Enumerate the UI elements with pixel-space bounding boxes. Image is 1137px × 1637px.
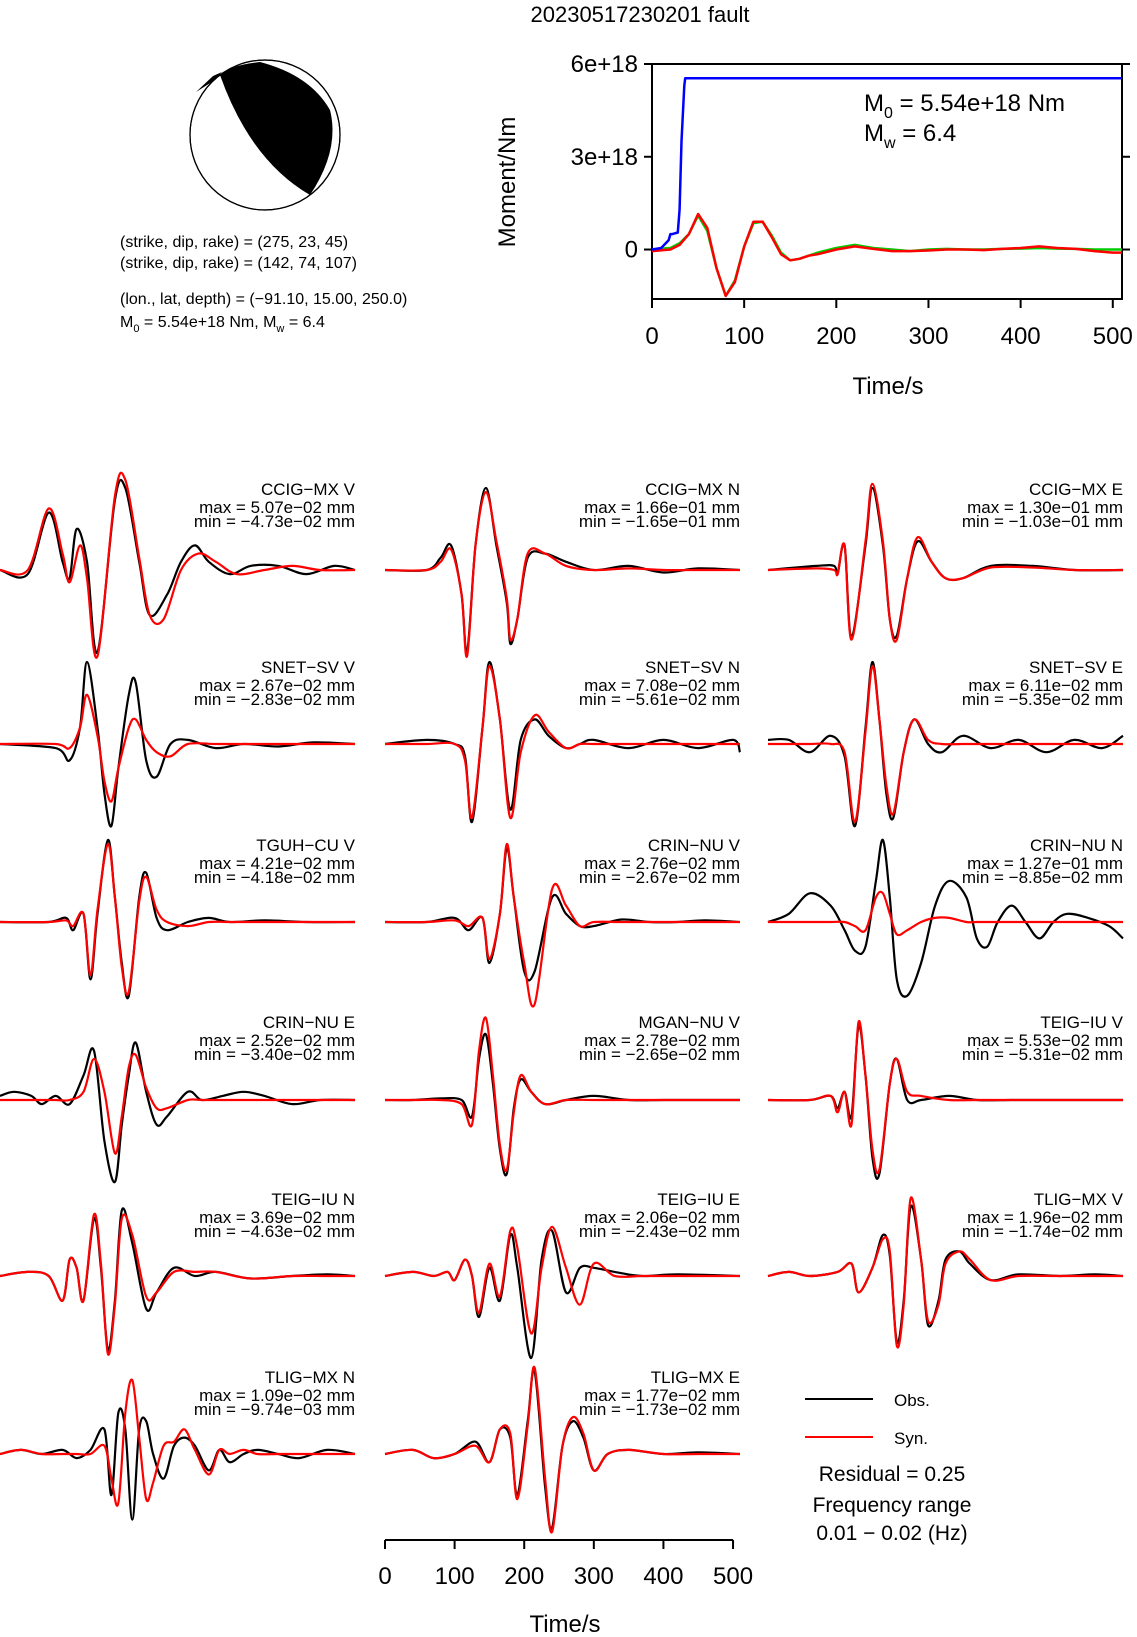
station-max: max = 1.30e−01 mm	[967, 498, 1123, 517]
moment-series-2	[652, 214, 1122, 296]
axis-tick-label: 0	[378, 1563, 392, 1590]
moment-chart	[494, 51, 1133, 400]
station-max: max = 7.08e−02 mm	[584, 676, 740, 695]
axis-tick-label: 300	[573, 1563, 614, 1590]
station-min: min = −1.73e−02 mm	[578, 1400, 740, 1419]
station-min: min = −4.73e−02 mm	[193, 512, 355, 531]
moment-xtick-label: 0	[645, 323, 659, 350]
moment-ylabel: Moment/Nm	[494, 116, 521, 248]
station-min: min = −9.74e−03 mm	[193, 1400, 355, 1419]
waveform-panel	[385, 836, 741, 1007]
station-max: max = 5.07e−02 mm	[199, 498, 355, 517]
station-max: max = 6.11e−02 mm	[968, 676, 1123, 695]
location: (lon., lat, depth) = (−91.10, 15.00, 250.0)	[120, 291, 408, 308]
moment-xtick-label: 100	[724, 323, 765, 350]
station-max: max = 1.09e−02 mm	[199, 1386, 355, 1405]
beachball	[190, 60, 340, 210]
station-max: max = 1.66e−01 mm	[584, 498, 740, 517]
station-name: CCIG−MX N	[645, 480, 740, 499]
plane-1: (strike, dip, rake) = (275, 23, 45)	[120, 234, 349, 251]
station-name: TEIG−IU N	[271, 1190, 355, 1209]
station-min: min = −8.85e−02 mm	[961, 868, 1123, 887]
station-max: max = 4.21e−02 mm	[199, 854, 355, 873]
station-max: max = 2.06e−02 mm	[584, 1208, 740, 1227]
waveform-panel	[385, 658, 740, 822]
mechanism-text	[120, 234, 407, 335]
axis-tick-label: 100	[434, 1563, 475, 1590]
axis-tick-label: 200	[504, 1563, 545, 1590]
residual: Residual = 0.25	[818, 1463, 966, 1486]
station-min: min = −2.67e−02 mm	[578, 868, 740, 887]
station-min: min = −2.65e−02 mm	[578, 1045, 740, 1064]
station-min: min = −2.83e−02 mm	[193, 690, 355, 709]
frequency-title: Frequency range	[812, 1494, 972, 1517]
moment-xtick-label: 400	[1000, 323, 1041, 350]
station-min: min = −3.40e−02 mm	[193, 1045, 355, 1064]
station-name: CCIG−MX E	[1029, 480, 1123, 499]
legend	[805, 1391, 971, 1545]
waveform-panel	[385, 1367, 740, 1533]
station-name: TGUH−CU V	[256, 836, 355, 855]
plane-2: (strike, dip, rake) = (142, 74, 107)	[120, 255, 357, 272]
station-name: CRIN−NU N	[1029, 836, 1123, 855]
station-min: min = −5.61e−02 mm	[578, 690, 740, 709]
station-name: TEIG−IU E	[657, 1190, 740, 1209]
moment-xtick-label: 300	[908, 323, 949, 350]
annotation-mw: $M_w = 6.4$	[864, 120, 957, 152]
station-name: TLIG−MX N	[264, 1368, 355, 1387]
station-max: max = 1.77e−02 mm	[584, 1386, 740, 1405]
moment-annotation	[864, 90, 1065, 152]
moment-xlabel: Time/s	[852, 373, 924, 400]
annotation-m0: $M_0 = 5.54e+18$ Nm	[864, 90, 1066, 122]
station-max: max = 5.53e−02 mm	[967, 1031, 1123, 1050]
obs-trace	[385, 1230, 740, 1358]
obs-trace	[0, 1408, 355, 1519]
station-name: CRIN−NU E	[262, 1013, 355, 1032]
station-min: min = −1.65e−01 mm	[578, 512, 740, 531]
station-max: max = 2.78e−02 mm	[584, 1031, 740, 1050]
waveform-time-axis	[378, 1540, 753, 1590]
waveform-panel	[0, 1013, 355, 1182]
moment-line: $M_0 = 5.54e+18$ Nm, $M_w = 6.4$	[120, 314, 325, 335]
station-name: CCIG−MX V	[261, 480, 355, 499]
waveform-panel	[0, 473, 356, 658]
station-max: max = 3.69e−02 mm	[199, 1208, 355, 1227]
station-max: max = 1.96e−02 mm	[967, 1208, 1123, 1227]
station-name: MGAN−NU V	[638, 1013, 740, 1032]
figure-title: 20230517230201 fault	[530, 2, 750, 27]
waveform-panel	[385, 1013, 741, 1175]
station-name: TLIG−MX V	[1033, 1190, 1123, 1209]
waveform-panel	[385, 480, 740, 657]
station-name: TEIG−IU V	[1040, 1013, 1123, 1032]
moment-xtick-label: 200	[816, 323, 857, 350]
waveform-panel	[0, 836, 356, 998]
station-name: SNET−SV E	[1028, 658, 1123, 677]
station-name: SNET−SV V	[260, 658, 355, 677]
waveform-panel	[768, 836, 1123, 997]
station-max: max = 2.52e−02 mm	[199, 1031, 355, 1050]
waveform-panel	[768, 480, 1123, 642]
station-max: max = 2.67e−02 mm	[199, 676, 355, 695]
station-name: SNET−SV N	[645, 658, 740, 677]
station-min: min = −4.63e−02 mm	[193, 1222, 355, 1241]
legend-obs-label: Obs.	[894, 1391, 930, 1410]
waveform-panel	[768, 1013, 1124, 1179]
legend-syn-label: Syn.	[894, 1429, 929, 1448]
moment-xtick-label: 500	[1092, 323, 1133, 350]
moment-ytick-label: 6e+18	[570, 51, 638, 78]
axis-tick-label: 500	[713, 1563, 754, 1590]
waveform-panel	[768, 1190, 1124, 1348]
moment-ytick-label: 0	[624, 236, 638, 264]
station-min: min = −4.18e−02 mm	[193, 868, 355, 887]
axis-tick-label: 400	[643, 1563, 684, 1590]
station-min: min = −1.74e−02 mm	[961, 1222, 1123, 1241]
station-name: CRIN−NU V	[647, 836, 740, 855]
waveform-panel	[0, 658, 356, 827]
station-min: min = −5.31e−02 mm	[961, 1045, 1123, 1064]
waveform-panels	[0, 473, 1124, 1533]
waveform-panel	[0, 1190, 355, 1355]
waveform-panel	[0, 1368, 355, 1520]
waveform-xlabel: Time/s	[529, 1611, 601, 1637]
station-min: min = −5.35e−02 mm	[961, 690, 1123, 709]
moment-ytick-label: 3e+18	[570, 143, 638, 171]
station-min: min = −1.03e−01 mm	[961, 512, 1123, 531]
station-max: max = 2.76e−02 mm	[584, 854, 740, 873]
station-name: TLIG−MX E	[650, 1368, 740, 1387]
station-max: max = 1.27e−01 mm	[967, 854, 1123, 873]
waveform-panel	[385, 1190, 740, 1358]
frequency-range: 0.01 − 0.02 (Hz)	[816, 1522, 968, 1545]
station-min: min = −2.43e−02 mm	[578, 1222, 740, 1241]
waveform-panel	[768, 658, 1123, 826]
